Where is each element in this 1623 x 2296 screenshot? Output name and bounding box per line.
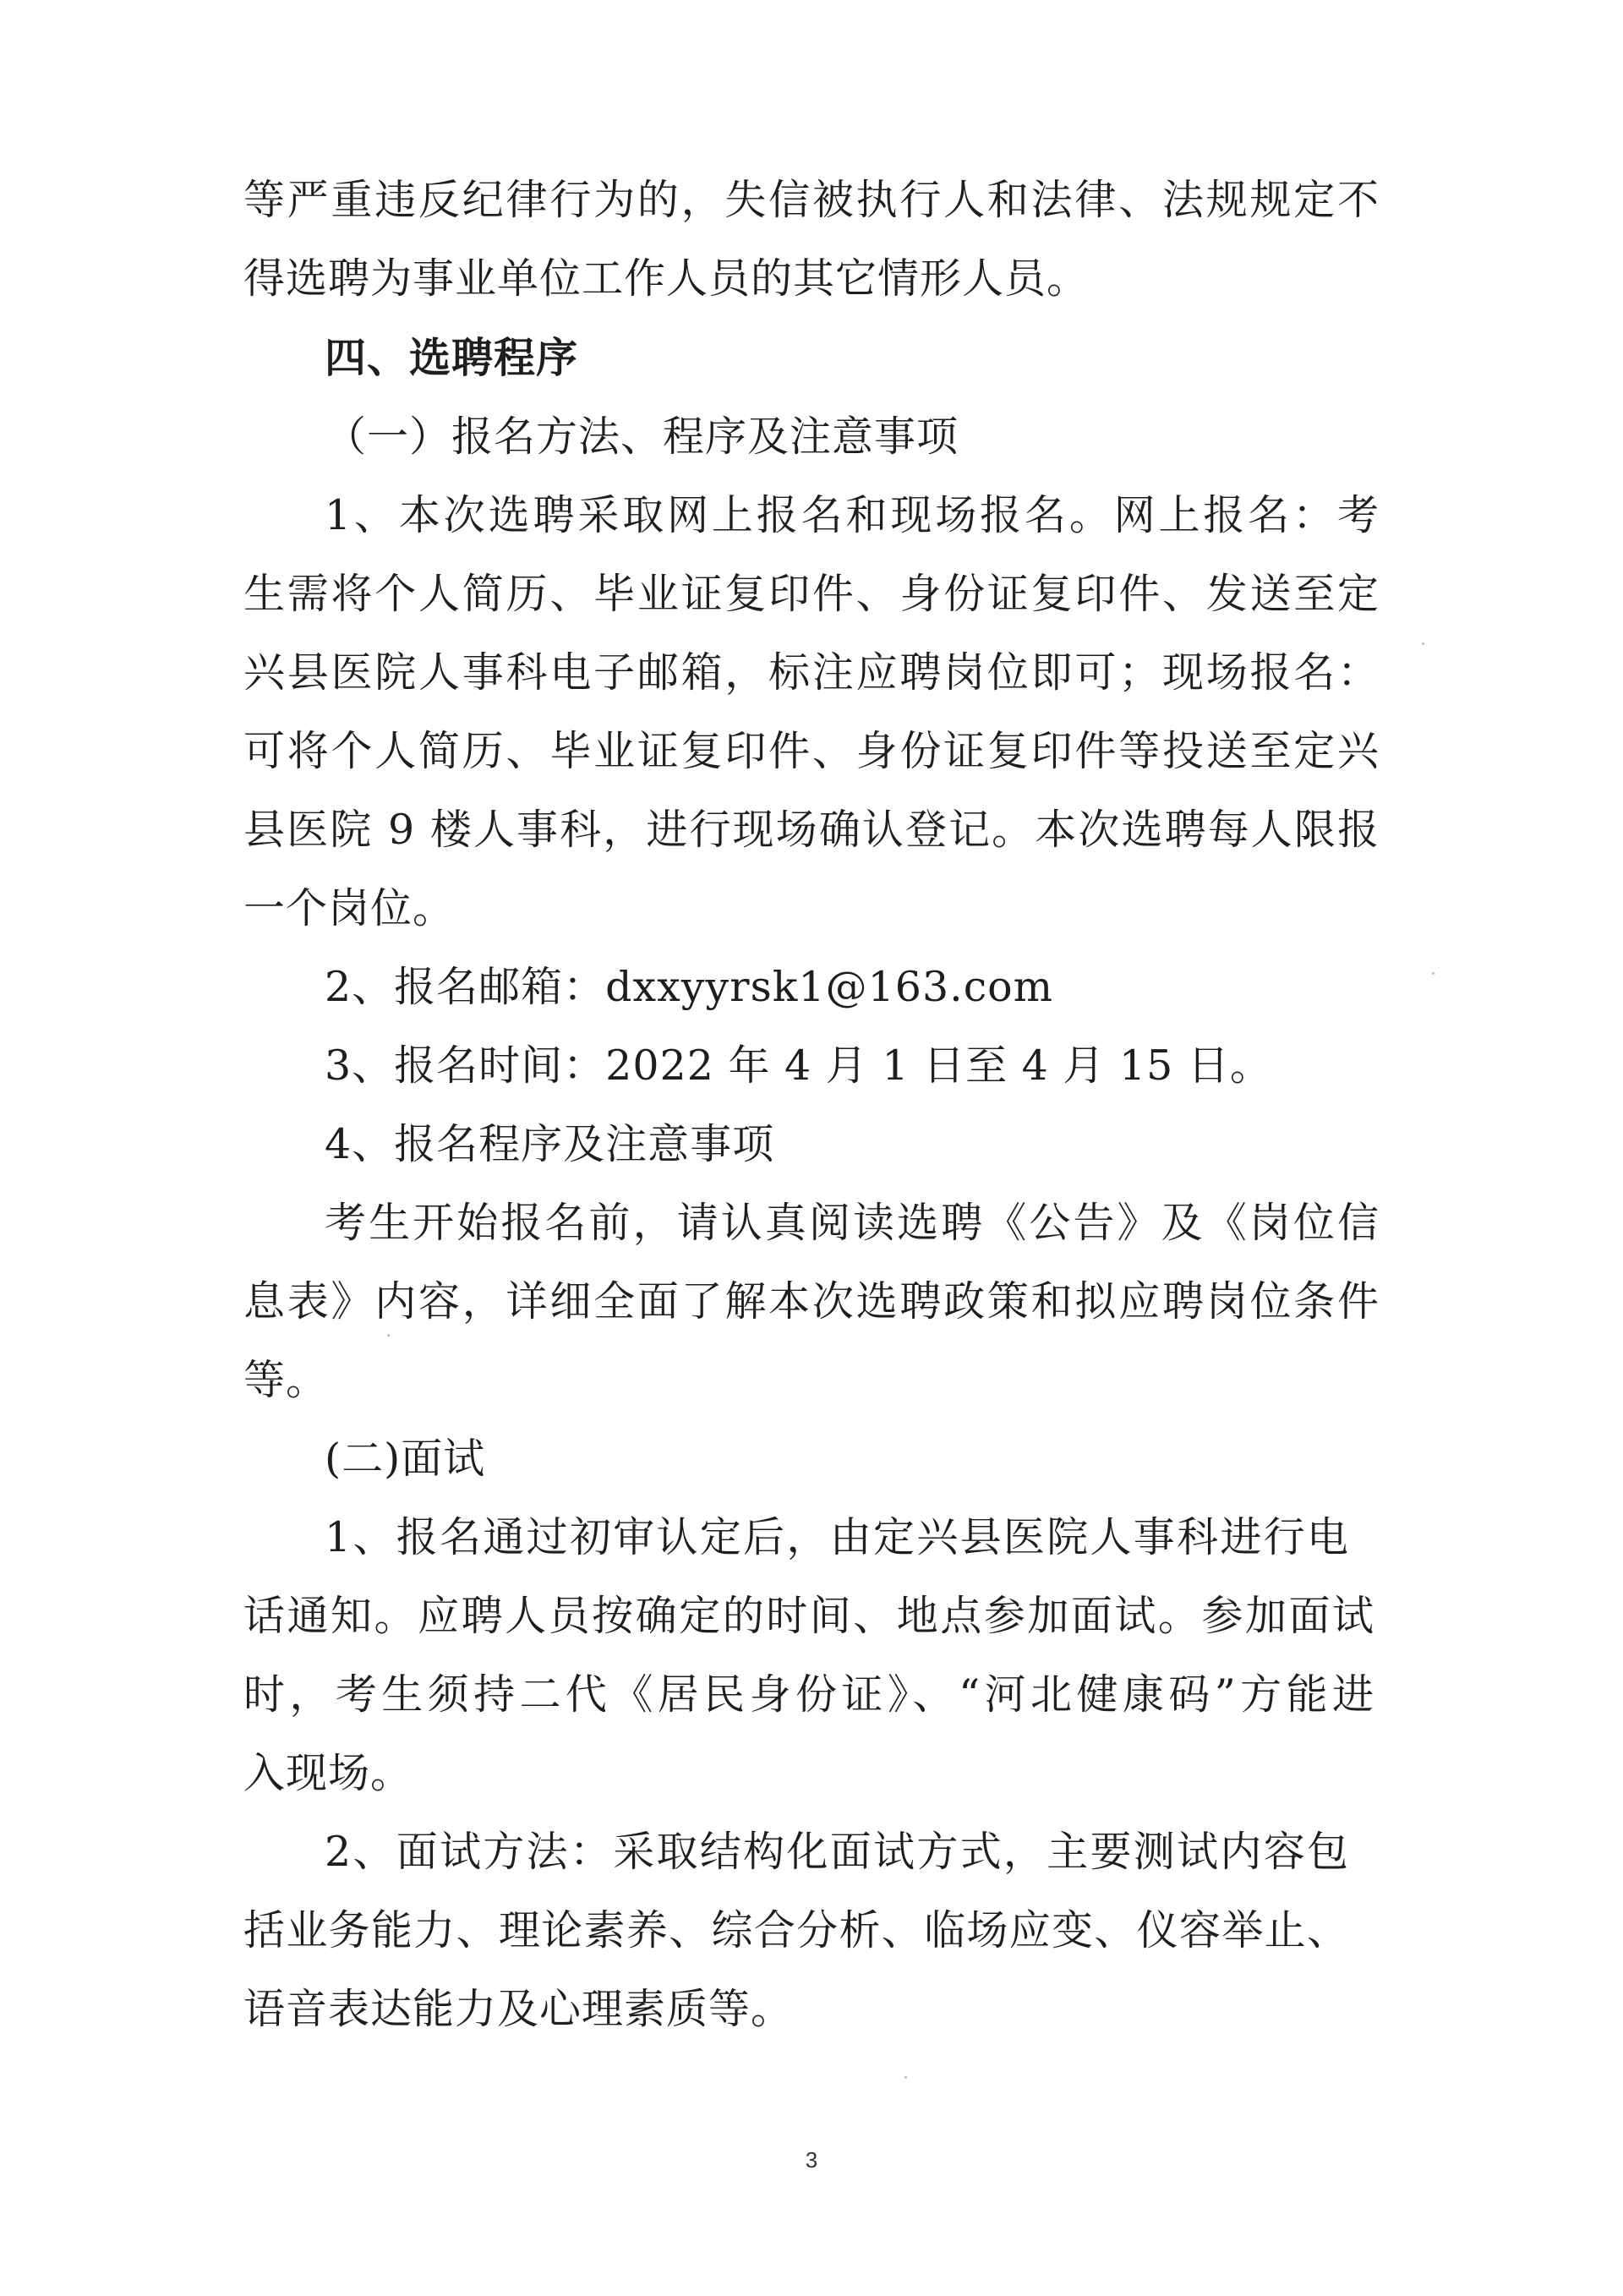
paragraph-line: 1、本次选聘采取网上报名和现场报名。网上报名：考 [325,491,1380,539]
paragraph-line: 时，考生须持二代《居民身份证》、“河北健康码”方能进 [243,1670,1374,1719]
paragraph-line: 生需将个人简历、毕业证复印件、身份证复印件、发送至定 [243,570,1380,618]
paragraph-line: 可将个人简历、毕业证复印件、身份证复印件等投送至定兴 [243,727,1380,775]
paragraph-line: 息表》内容，详细全面了解本次选聘政策和拟应聘岗位条件 [243,1277,1380,1326]
paragraph-line: 话通知。应聘人员按确定的时间、地点参加面试。参加面试 [243,1592,1374,1640]
paragraph-line: 4、报名程序及注意事项 [325,1120,775,1168]
paragraph-line: 语音表达能力及心理素质等。 [243,1985,794,2033]
subsection-heading: (二)面试 [325,1435,486,1483]
paragraph-line: 1、报名通过初审认定后，由定兴县医院人事科进行电 [325,1513,1349,1561]
paragraph-line: 入现场。 [243,1749,413,1797]
page-number: 3 [805,2147,818,2173]
paragraph-line: 等严重违反纪律行为的，失信被执行人和法律、法规规定不 [243,176,1380,224]
paragraph-line: 兴县医院人事科电子邮箱，标注应聘岗位即可；现场报名： [243,648,1380,697]
scan-speck [1432,972,1434,975]
scan-speck [387,1334,390,1337]
section-heading: 四、选聘程序 [325,333,579,382]
paragraph-line: 县医院 9 楼人事科，进行现场确认登记。本次选聘每人限报 [243,806,1380,854]
registration-email: 2、报名邮箱：dxxyyrsk1@163.com [325,963,1054,1011]
scan-speck [904,2076,907,2079]
subsection-heading: （一）报名方法、程序及注意事项 [325,413,959,461]
scan-speck [1422,642,1424,645]
paragraph-line: 2、面试方法：采取结构化面试方式，主要测试内容包 [325,1828,1349,1876]
paragraph-line: 一个岗位。 [243,884,456,932]
registration-time: 3、报名时间：2022 年 4 月 1 日至 4 月 15 日。 [325,1041,1272,1090]
paragraph-line: 得选聘为事业单位工作人员的其它情形人员。 [243,254,1090,303]
paragraph-line: 考生开始报名前，请认真阅读选聘《公告》及《岗位信 [325,1199,1380,1247]
paragraph-line: 括业务能力、理论素养、综合分析、临场应变、仪容举止、 [243,1906,1349,1954]
paragraph-line: 等。 [243,1356,329,1404]
